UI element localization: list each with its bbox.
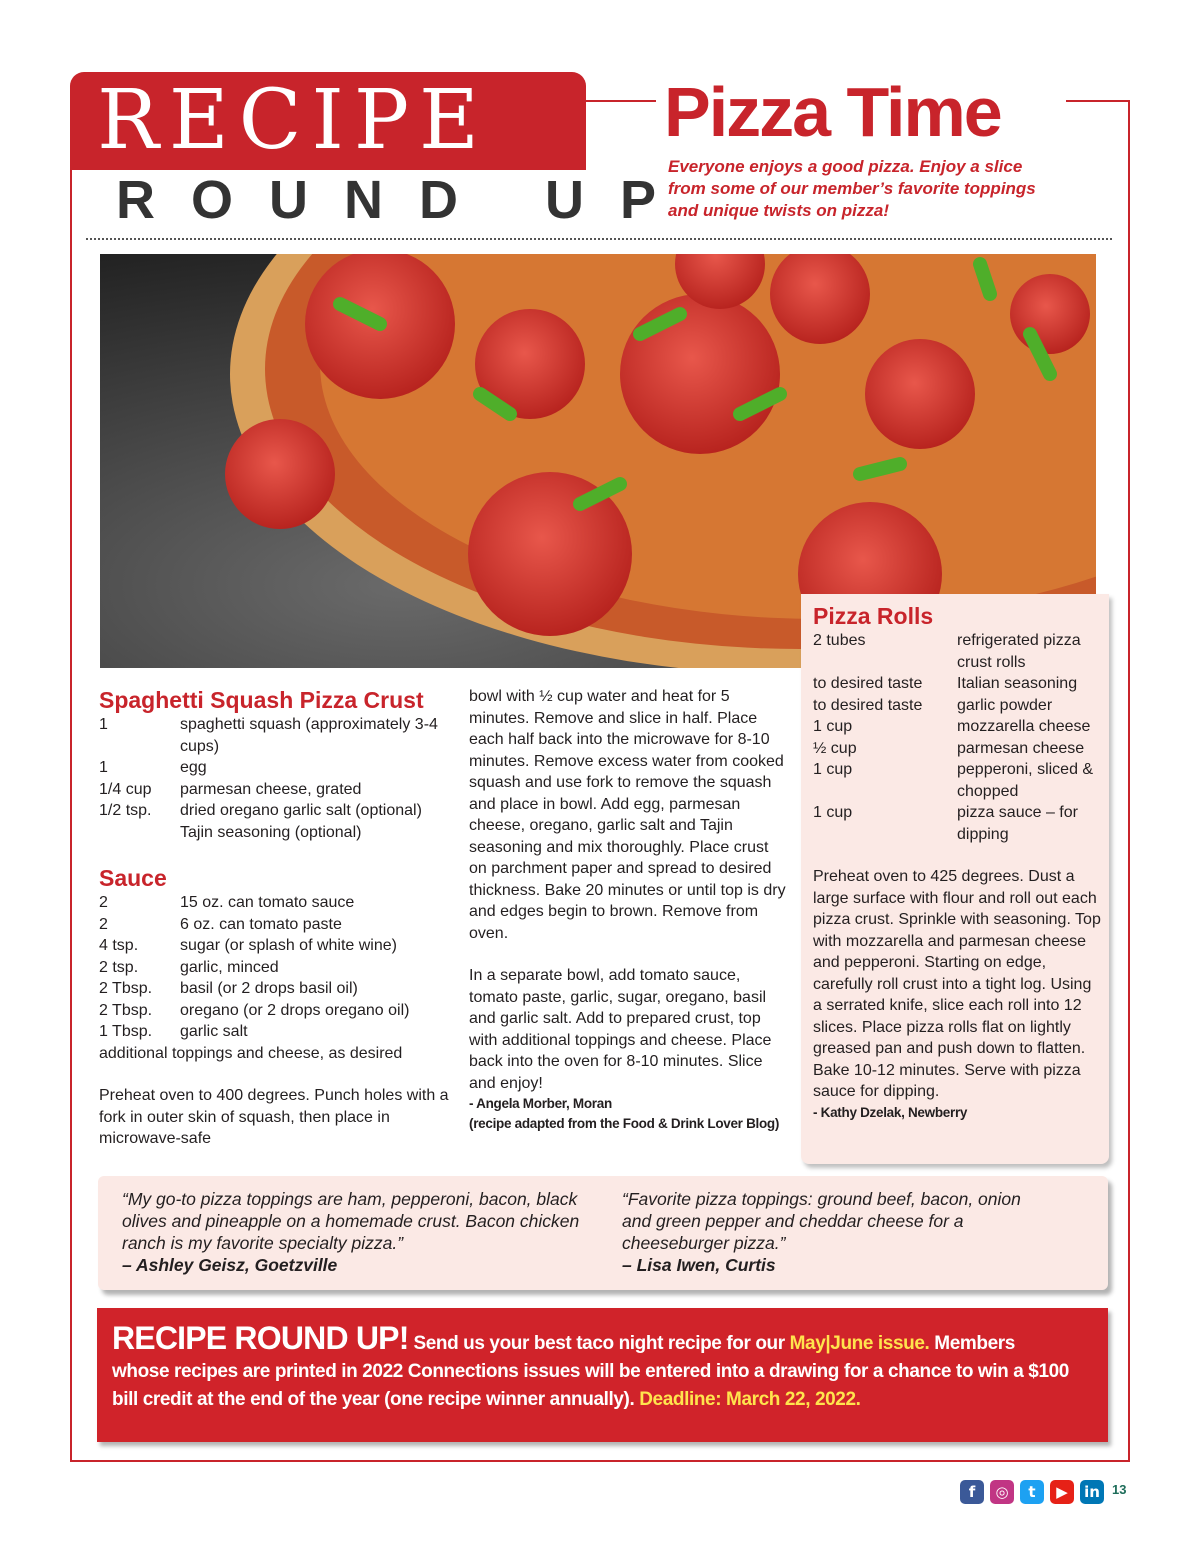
ingredient-item: refrigerated pizza crust rolls (957, 632, 1081, 671)
ingredient-item: sugar (or splash of white wine) (180, 937, 397, 954)
sauce-ingredients (99, 892, 449, 1043)
recipe1-credit: - Angela Morber, Moran (469, 1096, 612, 1111)
ingredient-qty (99, 822, 180, 844)
ingredient-item: garlic powder (957, 696, 1053, 714)
quote-author: – Lisa Iwen, Curtis (622, 1255, 776, 1275)
ingredient-qty: 1 cup (813, 804, 853, 821)
ingredient-qty: 2 (99, 915, 108, 933)
banner-title: RECIPE (97, 73, 489, 168)
ingredient-item: garlic, minced (180, 958, 279, 976)
ingredient-qty: to desired taste (813, 675, 923, 692)
recipe1-directions: Preheat oven to 400 degrees. Punch holes with a fork in outer skin of squash, then place in microwave-safe (99, 1087, 449, 1147)
ingredient-qty: to desired taste (813, 696, 923, 714)
recipe2-credit: - Kathy Dzelak, Newberry (813, 1104, 968, 1120)
ingredient-item: garlic salt (180, 1023, 248, 1040)
ingredient-item: pizza sauce – for dipping (957, 804, 1078, 843)
ingredient-item: Tajin seasoning (optional) (180, 823, 362, 841)
ingredient-qty: 1 cup (813, 718, 853, 735)
call-to-action-text (112, 1320, 1072, 1414)
ingredient-item: Italian seasoning (957, 675, 1078, 692)
recipe1-sauce-directions: In a separate bowl, add tomato sauce, tomato paste, garlic, sugar, oregano, basil and garlic salt. Add to prepared crust, top with additional toppings and cheese. Place back into the oven for 8-10 minutes. Slice and enjoy! (469, 967, 772, 1092)
facebook-icon[interactable]: f (960, 1480, 984, 1504)
ingredient-qty: 1 Tbsp. (99, 1023, 153, 1040)
recipe1-directions-cont: bowl with ½ cup water and heat for 5 minutes. Remove and slice in half. Place each half back into the microwave for 8-10 minutes. Remove excess water from cooked squash and use fork to remove the squash and place in bowl. Add egg, parmesan cheese, oregano, garlic salt and Tajin seasoning and mix thoroughly. Place crust on parchment paper and spread to desired thickness. Bake 20 minutes or until top is dry and edges begin to brown. Remove from oven. (469, 688, 786, 942)
ingredient-qty: 2 Tbsp. (99, 980, 153, 997)
cta-heading: RECIPE ROUND UP! (112, 1320, 409, 1356)
dotted-divider (86, 238, 1112, 240)
member-quote (122, 1188, 582, 1276)
ingredient-qty: 2 Tbsp. (99, 1001, 153, 1019)
ingredient-item: basil (or 2 drops basil oil) (180, 980, 358, 997)
recipe2-directions: Preheat oven to 425 degrees. Dust a large surface with flour and roll out each pizza crust. Sprinkle with seasoning. Top with mozzarella and parmesan cheese and pepperoni. Starting on edge, carefully roll crust into a tight log. Using a serrated knife, slice each roll into 12 slices. Place pizza rolls flat on lightly greased pan and push down to flatten. Bake 10-12 minutes. Serve with pizza sauce for dipping. (813, 868, 1101, 1100)
ingredient-item: 15 oz. can tomato sauce (180, 894, 355, 911)
instagram-icon[interactable]: ◎ (990, 1480, 1014, 1504)
sauce-title: Sauce (99, 865, 167, 891)
ingredient-item: egg (180, 759, 207, 776)
ingredient-qty: 2 (99, 894, 108, 911)
quote-text: “My go-to pizza toppings are ham, pepperoni, bacon, black olives and pineapple on a homemade crust. Bacon chicken ranch is my favorite specialty pizza.” (122, 1189, 580, 1253)
ingredient-item: dried oregano garlic salt (optional) (180, 802, 422, 819)
twitter-icon[interactable]: t (1020, 1480, 1044, 1504)
ingredient-item: pepperoni, sliced & chopped (957, 761, 1094, 800)
ingredient-qty: 1 (99, 759, 108, 776)
ingredient-qty: 1/2 tsp. (99, 802, 152, 819)
recipe1-column (99, 686, 449, 1150)
recipe1-directions-column (469, 686, 789, 1134)
ingredient-qty: ½ cup (813, 739, 857, 757)
ingredient-qty: 1/4 cup (99, 780, 152, 798)
recipe2-title: Pizza Rolls (813, 603, 934, 629)
cta-deadline: Deadline: March 22, 2022. (639, 1389, 861, 1410)
page-title: Pizza Time (664, 73, 1001, 151)
cta-text: Send us your best taco night recipe for our (408, 1333, 790, 1354)
recipe2-ingredients (813, 630, 1103, 845)
banner-subtitle: ROUND UP (116, 170, 693, 230)
quote-text: “Favorite pizza toppings: ground beef, bacon, onion and green pepper and cheddar cheese for a cheeseburger pizza.” (622, 1189, 1021, 1253)
cta-text: Members whose recipes are printed in 2022 Connections issues will be entered into a drawing for a chance to win a $100 bill credit at the end of the year (one recipe winner annually). (112, 1333, 1069, 1410)
ingredient-item: parmesan cheese, grated (180, 780, 362, 798)
linkedin-icon[interactable]: in (1080, 1480, 1104, 1504)
ingredient-item: 6 oz. can tomato paste (180, 915, 342, 933)
frame-rule (586, 100, 656, 102)
ingredient-qty: 2 tsp. (99, 958, 139, 976)
recipe1-title: Spaghetti Squash Pizza Crust (99, 687, 424, 713)
cta-issue: May|June issue. (789, 1333, 930, 1354)
ingredient-item: mozzarella cheese (957, 718, 1091, 735)
ingredient-item: spaghetti squash (approximately 3-4 cups) (180, 716, 438, 755)
quote-author: – Ashley Geisz, Goetzville (122, 1255, 338, 1275)
ingredient-qty: 4 tsp. (99, 937, 139, 954)
extra-toppings: additional toppings and cheese, as desired (99, 1044, 403, 1062)
frame-rule (1066, 100, 1130, 102)
ingredient-qty: 2 tubes (813, 632, 866, 649)
youtube-icon[interactable]: ▶ (1050, 1480, 1074, 1504)
recipe2-column (813, 602, 1103, 1123)
ingredient-qty: 1 cup (813, 761, 853, 778)
page-number: 13 (1112, 1481, 1127, 1497)
ingredient-item: parmesan cheese (957, 739, 1085, 757)
recipe1-ingredients (99, 714, 449, 843)
ingredient-qty: 1 (99, 716, 108, 733)
recipe1-credit-note: (recipe adapted from the Food & Drink Lover Blog) (469, 1116, 780, 1131)
intro-text: Everyone enjoys a good pizza. Enjoy a slice from some of our member’s favorite toppings and unique twists on pizza! (668, 157, 1036, 220)
member-quote (622, 1188, 1042, 1276)
ingredient-item: oregano (or 2 drops oregano oil) (180, 1001, 410, 1019)
social-links (960, 1480, 1126, 1504)
